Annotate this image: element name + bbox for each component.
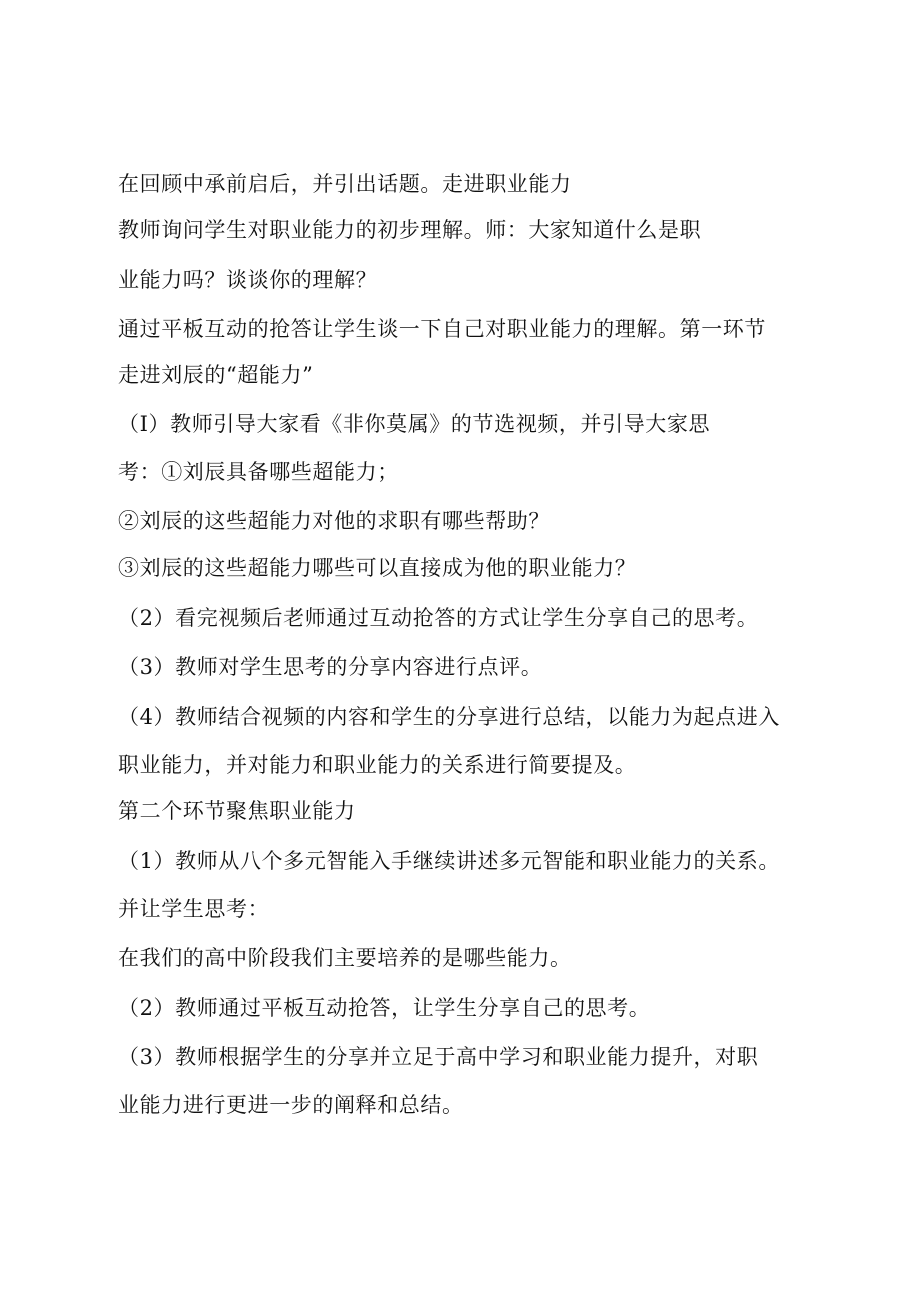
text-line: （2）教师通过平板互动抢答，让学生分享自己的思考。 xyxy=(118,996,651,1020)
text-line: 在回顾中承前启后，并引出话题。走进职业能力 xyxy=(118,172,572,196)
text-line: （3）教师根据学生的分享并立足于高中学习和职业能力提升，对职 xyxy=(118,1045,759,1069)
text-line: 业能力进行更进一步的阐释和总结。 xyxy=(118,1093,464,1117)
text-line: ②刘辰的这些超能力对他的求职有哪些帮助？ xyxy=(118,509,550,533)
text-line: （2）看完视频后老师通过互动抢答的方式让学生分享自己的思考。 xyxy=(118,606,759,630)
text-line: 在我们的高中阶段我们主要培养的是哪些能力。 xyxy=(118,946,572,970)
text-line: 教师询问学生对职业能力的初步理解。师：大家知道什么是职 xyxy=(118,218,702,242)
text-line: 走进刘辰的“超能力” xyxy=(118,363,314,387)
text-line: （4）教师结合视频的内容和学生的分享进行总结，以能力为起点进入 xyxy=(118,705,780,729)
text-line: 通过平板互动的抢答让学生谈一下自己对职业能力的理解。第一环节 xyxy=(118,317,766,341)
text-line: （I）教师引导大家看《非你莫属》的节选视频，并引导大家思 xyxy=(118,412,711,436)
text-line: 业能力吗？谈谈你的理解？ xyxy=(118,268,378,292)
text-line: 第二个环节聚焦职业能力 xyxy=(118,799,356,823)
text-line: （1）教师从八个多元智能入手继续讲述多元智能和职业能力的关系。 xyxy=(118,849,780,873)
text-line: 并让学生思考： xyxy=(118,897,270,921)
text-line: 考：①刘辰具备哪些超能力； xyxy=(118,460,399,484)
text-line: 职业能力，并对能力和职业能力的关系进行简要提及。 xyxy=(118,753,637,777)
text-line: ③刘辰的这些超能力哪些可以直接成为他的职业能力？ xyxy=(118,556,637,580)
text-line: （3）教师对学生思考的分享内容进行点评。 xyxy=(118,655,543,679)
